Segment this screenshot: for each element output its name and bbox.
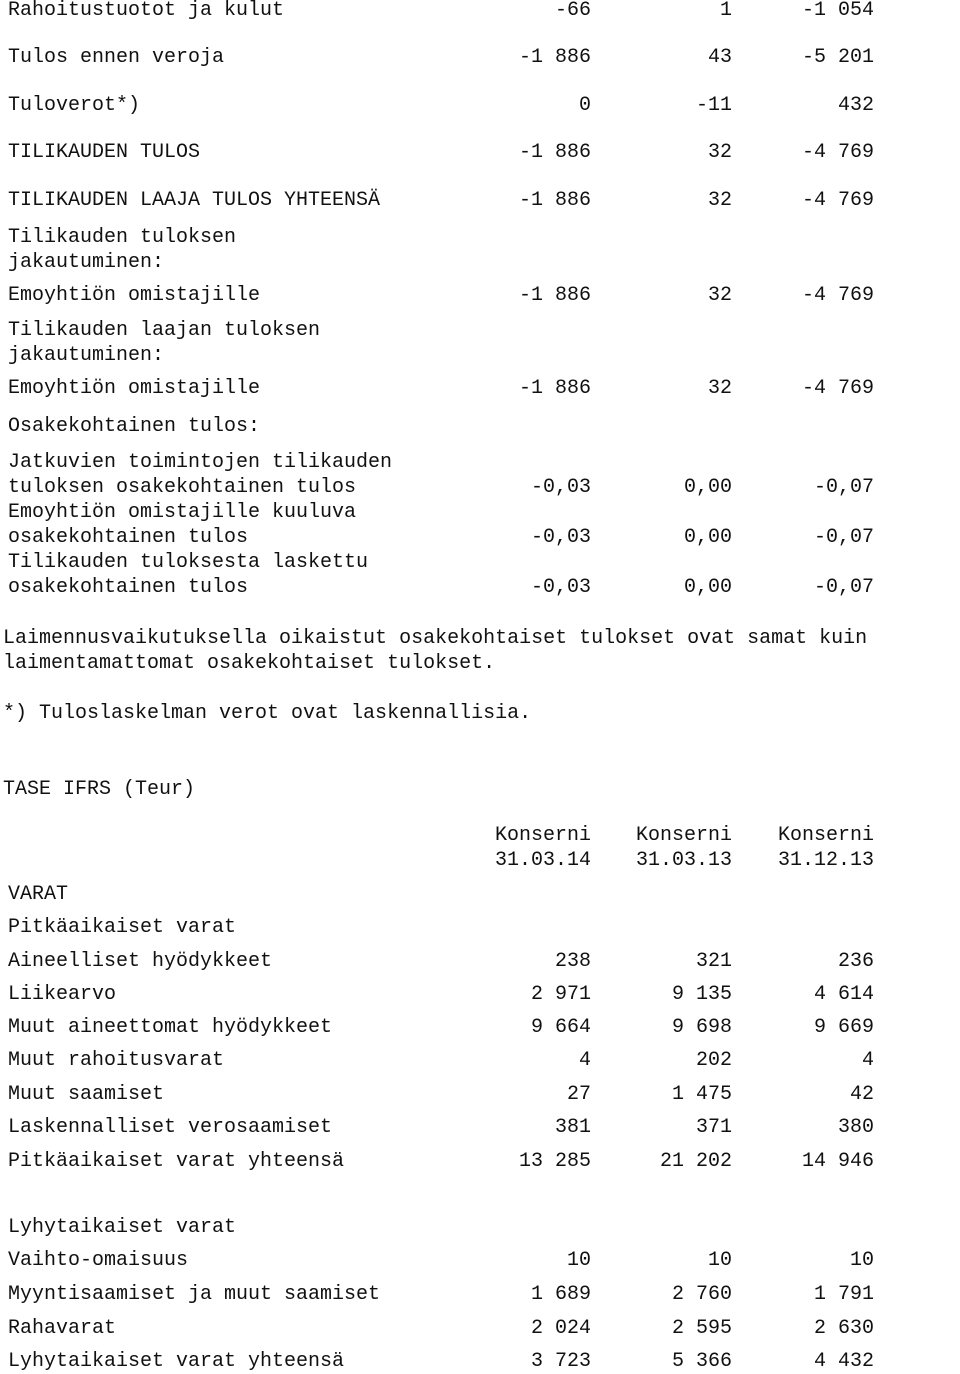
row-label: jakautuminen: bbox=[8, 251, 165, 274]
balance-sheet-title: TASE IFRS (Teur) bbox=[3, 778, 196, 801]
value-2013fy: -4 769 bbox=[801, 284, 874, 307]
eps-heading: Osakekohtainen tulos: bbox=[8, 415, 261, 438]
value-2013fy: -5 201 bbox=[801, 46, 874, 69]
value-31-03-14: 238 bbox=[554, 950, 591, 973]
value-2014q1: -1 886 bbox=[518, 284, 591, 307]
non-current-assets-heading: Pitkäaikaiset varat bbox=[8, 916, 237, 939]
column-header-entity: Konserni bbox=[635, 824, 732, 847]
value-31-12-13: 2 630 bbox=[813, 1317, 874, 1340]
value-31-12-13: 236 bbox=[837, 950, 874, 973]
value-31-03-13: 1 475 bbox=[671, 1083, 732, 1106]
value-2013fy: -0,07 bbox=[813, 476, 874, 499]
tax-footnote: *) Tuloslaskelman verot ovat laskennallisia. bbox=[3, 702, 532, 725]
row-label: TILIKAUDEN LAAJA TULOS YHTEENSÄ bbox=[8, 189, 381, 212]
value-2013q1: 0,00 bbox=[683, 526, 732, 549]
value-31-12-13: 14 946 bbox=[801, 1150, 874, 1173]
value-31-03-14: 13 285 bbox=[518, 1150, 591, 1173]
row-label: Tuloverot*) bbox=[8, 94, 141, 117]
value-2014q1: -66 bbox=[554, 0, 591, 22]
value-31-03-14: 1 689 bbox=[530, 1283, 591, 1306]
value-31-03-14: 27 bbox=[566, 1083, 591, 1106]
value-31-03-13: 21 202 bbox=[659, 1150, 732, 1173]
row-label: Muut saamiset bbox=[8, 1083, 165, 1106]
row-label: Rahavarat bbox=[8, 1317, 117, 1340]
value-2013fy: -1 054 bbox=[801, 0, 874, 22]
value-2013fy: -0,07 bbox=[813, 526, 874, 549]
column-header-entity: Konserni bbox=[494, 824, 591, 847]
value-2013fy: -4 769 bbox=[801, 141, 874, 164]
value-2013q1: 32 bbox=[707, 189, 732, 212]
row-label: Vaihto-omaisuus bbox=[8, 1249, 189, 1272]
row-label: Tilikauden tuloksen bbox=[8, 226, 237, 249]
row-label: Rahoitustuotot ja kulut bbox=[8, 0, 285, 22]
value-31-12-13: 4 614 bbox=[813, 983, 874, 1006]
value-2014q1: -1 886 bbox=[518, 141, 591, 164]
value-31-12-13: 4 bbox=[861, 1049, 874, 1072]
assets-heading: VARAT bbox=[8, 883, 69, 906]
row-label: Liikearvo bbox=[8, 983, 117, 1006]
value-31-03-14: 9 664 bbox=[530, 1016, 591, 1039]
row-label: Emoyhtiön omistajille bbox=[8, 284, 261, 307]
value-31-03-13: 9 698 bbox=[671, 1016, 732, 1039]
value-2013q1: 32 bbox=[707, 377, 732, 400]
value-2013q1: 32 bbox=[707, 284, 732, 307]
row-label: Lyhytaikaiset varat yhteensä bbox=[8, 1350, 345, 1373]
value-31-12-13: 10 bbox=[849, 1249, 874, 1272]
row-label: Jatkuvien toimintojen tilikauden bbox=[8, 451, 393, 474]
value-31-03-14: 2 024 bbox=[530, 1317, 591, 1340]
value-31-03-13: 2 760 bbox=[671, 1283, 732, 1306]
value-31-12-13: 380 bbox=[837, 1116, 874, 1139]
value-2013fy: -0,07 bbox=[813, 576, 874, 599]
value-31-03-14: 4 bbox=[578, 1049, 591, 1072]
value-2013q1: 43 bbox=[707, 46, 732, 69]
row-label: Muut aineettomat hyödykkeet bbox=[8, 1016, 333, 1039]
value-2014q1: -1 886 bbox=[518, 189, 591, 212]
dilution-note: laimentamattomat osakekohtaiset tulokset. bbox=[3, 652, 496, 675]
value-2013q1: 32 bbox=[707, 141, 732, 164]
value-31-12-13: 9 669 bbox=[813, 1016, 874, 1039]
dilution-note: Laimennusvaikutuksella oikaistut osakekohtaiset tulokset ovat samat kuin bbox=[3, 627, 868, 650]
row-label: Pitkäaikaiset varat yhteensä bbox=[8, 1150, 345, 1173]
row-label: Laskennalliset verosaamiset bbox=[8, 1116, 333, 1139]
value-2014q1: -0,03 bbox=[530, 476, 591, 499]
value-2014q1: -1 886 bbox=[518, 46, 591, 69]
value-2013q1: 0,00 bbox=[683, 476, 732, 499]
value-2013fy: -4 769 bbox=[801, 189, 874, 212]
value-2014q1: 0 bbox=[578, 94, 591, 117]
row-label: Aineelliset hyödykkeet bbox=[8, 950, 273, 973]
value-2013q1: 0,00 bbox=[683, 576, 732, 599]
value-31-03-13: 10 bbox=[707, 1249, 732, 1272]
value-2014q1: -0,03 bbox=[530, 526, 591, 549]
value-31-03-14: 3 723 bbox=[530, 1350, 591, 1373]
column-header-date: 31.03.14 bbox=[494, 849, 591, 872]
row-label: TILIKAUDEN TULOS bbox=[8, 141, 201, 164]
value-2014q1: -1 886 bbox=[518, 377, 591, 400]
value-2013q1: -11 bbox=[695, 94, 732, 117]
value-31-03-14: 2 971 bbox=[530, 983, 591, 1006]
column-header-entity: Konserni bbox=[777, 824, 874, 847]
row-label: osakekohtainen tulos bbox=[8, 576, 249, 599]
value-31-03-13: 2 595 bbox=[671, 1317, 732, 1340]
value-31-03-14: 10 bbox=[566, 1249, 591, 1272]
value-31-03-13: 202 bbox=[695, 1049, 732, 1072]
row-label: Tilikauden tuloksesta laskettu bbox=[8, 551, 369, 574]
current-assets-heading: Lyhytaikaiset varat bbox=[8, 1216, 237, 1239]
value-2013fy: -4 769 bbox=[801, 377, 874, 400]
value-31-12-13: 1 791 bbox=[813, 1283, 874, 1306]
row-label: jakautuminen: bbox=[8, 344, 165, 367]
row-label: Tulos ennen veroja bbox=[8, 46, 225, 69]
value-31-12-13: 42 bbox=[849, 1083, 874, 1106]
row-label: Emoyhtiön omistajille bbox=[8, 377, 261, 400]
column-header-date: 31.12.13 bbox=[777, 849, 874, 872]
value-31-12-13: 4 432 bbox=[813, 1350, 874, 1373]
value-31-03-13: 9 135 bbox=[671, 983, 732, 1006]
value-31-03-14: 381 bbox=[554, 1116, 591, 1139]
value-31-03-13: 371 bbox=[695, 1116, 732, 1139]
value-2013fy: 432 bbox=[837, 94, 874, 117]
value-2013q1: 1 bbox=[719, 0, 732, 22]
row-label: Myyntisaamiset ja muut saamiset bbox=[8, 1283, 381, 1306]
value-31-03-13: 321 bbox=[695, 950, 732, 973]
row-label: osakekohtainen tulos bbox=[8, 526, 249, 549]
row-label: Emoyhtiön omistajille kuuluva bbox=[8, 501, 357, 524]
row-label: Muut rahoitusvarat bbox=[8, 1049, 225, 1072]
row-label: tuloksen osakekohtainen tulos bbox=[8, 476, 357, 499]
column-header-date: 31.03.13 bbox=[635, 849, 732, 872]
row-label: Tilikauden laajan tuloksen bbox=[8, 319, 321, 342]
value-31-03-13: 5 366 bbox=[671, 1350, 732, 1373]
value-2014q1: -0,03 bbox=[530, 576, 591, 599]
